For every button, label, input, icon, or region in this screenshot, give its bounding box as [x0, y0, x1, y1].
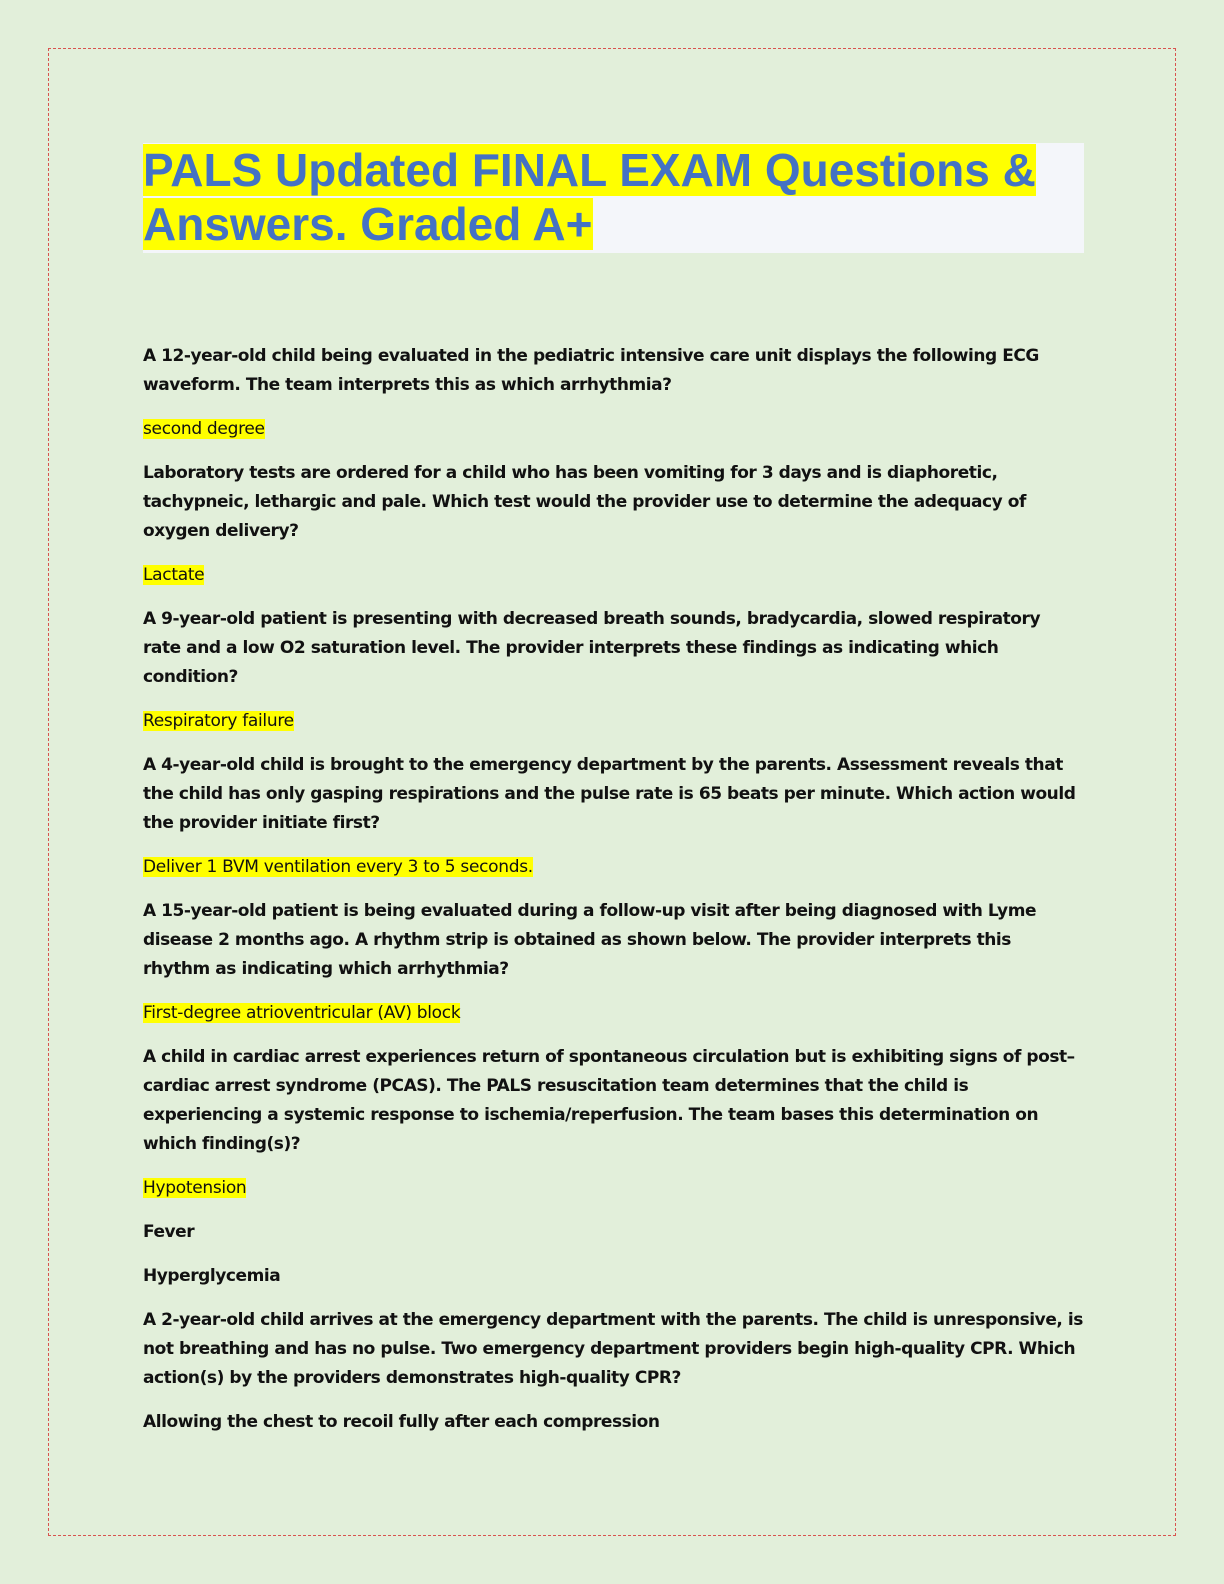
- answer-6c: Hyperglycemia: [143, 1266, 281, 1286]
- document-title: [143, 143, 1084, 251]
- question-3: A 9-year-old patient is presenting with decreased breath sounds, bradycardia, slowed respiratory rate and a low O2 saturation level. The provider interprets these findings as indicating which condition?: [143, 609, 1041, 687]
- answer-1: [143, 415, 1083, 444]
- question-7: A 2-year-old child arrives at the emergency department with the parents. The child is unresponsive, is not breathing and has no pulse. Two emergency department providers begin high-quality CPR. Which action(s) by the providers demonstrates high-quality CPR?: [143, 1310, 1083, 1388]
- question-5: A 15-year-old patient is being evaluated during a follow-up visit after being diagnosed with Lyme disease 2 months ago. A rhythm strip is obtained as shown below. The provider interprets this rhythm as indicating which arrhythmia?: [143, 901, 1037, 979]
- answer-3-text: Respiratory failure: [143, 711, 294, 731]
- document-title-text: PALS Updated FINAL EXAM Questions & Answers. Graded A+: [143, 144, 1036, 250]
- answer-6a: [143, 1174, 1083, 1203]
- question-4: A 4-year-old child is brought to the emergency department by the parents. Assessment reveals that the child has only gasping respirations and the pulse rate is 65 beats per minute. Which action would the provider initiate first?: [143, 755, 1076, 833]
- answer-5-text: First-degree atrioventricular (AV) block: [143, 1003, 461, 1023]
- answer-4: [143, 853, 1083, 882]
- answer-6a-text: Hypotension: [143, 1178, 247, 1198]
- title-block: [143, 143, 1084, 251]
- answer-1-text: second degree: [143, 419, 265, 439]
- question-1: A 12-year-old child being evaluated in the pediatric intensive care unit displays the following ECG waveform. The team interprets this as which arrhythmia?: [143, 346, 1039, 395]
- question-6: A child in cardiac arrest experiences return of spontaneous circulation but is exhibiting signs of post–cardiac arrest syndrome (PCAS). The PALS resuscitation team determines that the child is experiencing a systemic response to ischemia/reperfusion. The team bases this determination on which finding(s)?: [143, 1047, 1075, 1154]
- answer-7: Allowing the chest to recoil fully after each compression: [143, 1412, 660, 1432]
- question-2: Laboratory tests are ordered for a child who has been vomiting for 3 days and is diaphoretic, tachypneic, lethargic and pale. Which test would the provider use to determine the adequacy of oxygen delivery?: [143, 463, 1026, 541]
- answer-3: [143, 707, 1083, 736]
- answer-2: [143, 561, 1083, 590]
- answer-6b: Fever: [143, 1222, 195, 1242]
- answer-4-text: Deliver 1 BVM ventilation every 3 to 5 seconds.: [143, 857, 533, 877]
- answer-2-text: Lactate: [143, 565, 205, 585]
- qa-content: [143, 342, 1083, 1452]
- answer-5: [143, 999, 1083, 1028]
